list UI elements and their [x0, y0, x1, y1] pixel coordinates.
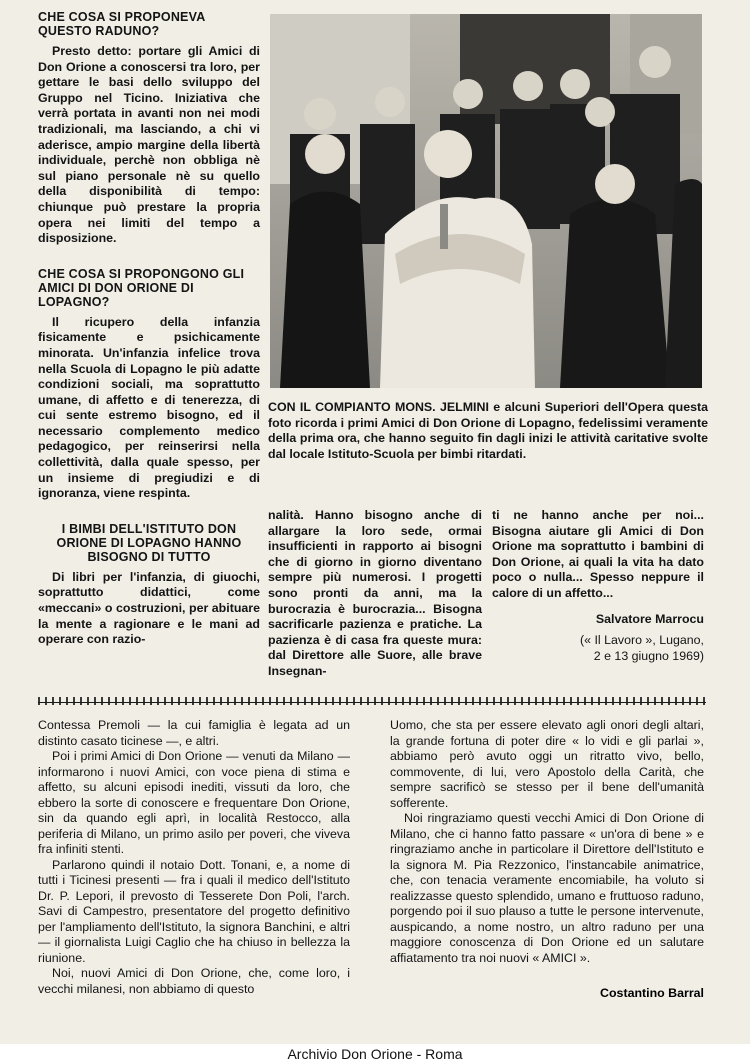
bottom-signature: Costantino Barral: [600, 986, 704, 1000]
bottom-left-column: [38, 718, 350, 997]
source-line-1: (« Il Lavoro », Lugano,: [580, 633, 704, 648]
author-signature: Salvatore Marrocu: [595, 611, 704, 626]
bottom-right-column: [390, 718, 704, 1000]
section-divider-line: [38, 702, 706, 703]
source-line-2: 2 e 13 giugno 1969): [593, 648, 704, 663]
caption-lead: CON IL COMPIANTO MONS. JELMINI: [268, 400, 489, 414]
archive-footer: Archivio Don Orione - Roma: [0, 1044, 750, 1064]
column2-body: nalità. Hanno bisogno anche di allargare la loro sede, ormai insufficienti in rapporto ai bisogni che di giorno in giorno diventano sempre più numerosi. I progetti sono pronti da anni, ma la burocrazia è burocrazia... Bisogna sacrificarle pazienza e pratiche. La pazienza è di casa fra queste mura: dal Direttore alle Suore, alle brave Insegnan-: [268, 508, 482, 678]
left-column: [38, 10, 260, 668]
bottom-left-paragraph-2: Poi i primi Amici di Don Orione — venuti da Milano — informarono i nuovi Amici, con voce piena di stima e affetto, su alcuni episodi inediti, vissuti da loro, che ebbero la sorte di conoscere e frequentare Don Orione, sin da quando egli aprì, in località Restocco, alla periferia di Milano, un primo asilo per poveri, che viveva fra infiniti stenti.: [38, 749, 350, 856]
section-heading-needs: I BIMBI DELL'ISTITUTO DON ORIONE DI LOPAGNO HANNO BISOGNO DI TUTTO: [56, 521, 242, 564]
bottom-right-paragraph-1: Uomo, che sta per essere elevato agli onori degli altari, la grande fortuna di poter dire « lo vidi e gli parlai », abbiamo però avuto oggi un ritratto vivo, bello, commovente, di lui, vero Apostolo della Carità, che sempre sacrificò se stesso per il bene dell'umanità sofferente.: [390, 718, 704, 810]
bottom-left-paragraph-4: Noi, nuovi Amici di Don Orione, che, come loro, i vecchi milanesi, non abbiamo di questo: [38, 966, 350, 996]
section-body-purpose: Presto detto: portare gli Amici di Don Orione a conoscersi tra loro, per gettare le basi dello sviluppo del Gruppo nel Ticino. Iniziativa che verrà portata in avanti non nei modi tradizionali, ma lasciando, a chi vi aderisce, ampio margine della libertà individuale, perchè non obbliga nè sul piano personale nè su quello della disponibilità di tempo: chiunque può prestare la propria opera nei limiti del tempo a disposizione.: [38, 44, 260, 246]
bottom-left-paragraph-1: Contessa Premoli — la cui famiglia è legata ad un distinto casato ticinese —, e altri.: [38, 718, 350, 748]
column3-body: ti ne hanno anche per noi... Bisogna aiutare gli Amici di Don Orione ma soprattutto i bambini di Don Orione, ai quali la vita ha dato poco o nulla... Spesso neppure il calore di un affetto...: [492, 508, 704, 600]
right-column: [492, 508, 704, 664]
section-body-goals: Il ricupero della infanzia fisicamente e psichicamente minorata. Un'infanzia infelice trova nella Scuola di Lopagno le più adatte condizioni sociali, ma soprattutto umane, di affetto e di tenerezza, di cui sente estremo bisogno, ed il necessario complemento medico pedagogico, per reinserirsi nella collettività, dalla quale spesso, per un insieme di pregiudizi e di ignoranza, viene respinta.: [38, 314, 260, 501]
middle-column: [268, 508, 482, 680]
photo-caption: [268, 400, 708, 462]
bottom-left-paragraph-3: Parlarono quindi il notaio Dott. Tonani, e, a nome di tutti i Ticinesi presenti — fra i quali il medico dell'Istituto Dr. P. Lepori, il prevosto di Tesserete Don Poli, l'arch. Savi di Campestro, presentatore del progetto definitivo per l'ampliamento dell'Istituto, la signora Banchini, e altri — il giornalista Luigi Caglio che ha chiuso in bellezza la riunione.: [38, 857, 350, 965]
section-heading-purpose: CHE COSA SI PROPONEVA QUESTO RADUNO?: [38, 10, 205, 38]
caption-text: e alcuni Superiori dell'Opera questa foto ricorda i primi Amici di Don Orione di Lopagno, fedelissimi veramente della prima ora, che hanno seguito fin dagli inizi le attività caritative svolte dal locale Istituto-Scuola per bimbi ritardati.: [268, 400, 708, 461]
bottom-right-paragraph-2: Noi ringraziamo questi vecchi Amici di Don Orione di Milano, che ci hanno fatto passare « un'ora di bene » e ringraziamo anche in particolare il Direttore dell'Istituto e la signora M. Pia Rezzonico, l'instancabile animatrice, che, con tenacia veramente encomiabile, ha voluto si realizzasse questo splendido, umano e fruttuoso raduno, porgendo poi il suo plauso a tutte le persone intervenute, auspicando, a nome nostro, un altro raduno per una maggiore conoscenza di Don Orione ed un salutare affiatamento tra noi nuovi « AMICI ».: [390, 811, 704, 965]
group-photo: [270, 14, 702, 388]
group-photo-illustration: [270, 14, 702, 388]
section-heading-goals: CHE COSA SI PROPONGONO GLI AMICI DI DON ORIONE DI LOPAGNO?: [38, 266, 245, 309]
section-divider: [38, 697, 706, 705]
section-body-needs: Di libri per l'infanzia, di giuochi, soprattutto didattici, come «meccani» o costruzioni, per abituare la mente a ragionare e le mani ad operare con razio-: [38, 569, 260, 647]
